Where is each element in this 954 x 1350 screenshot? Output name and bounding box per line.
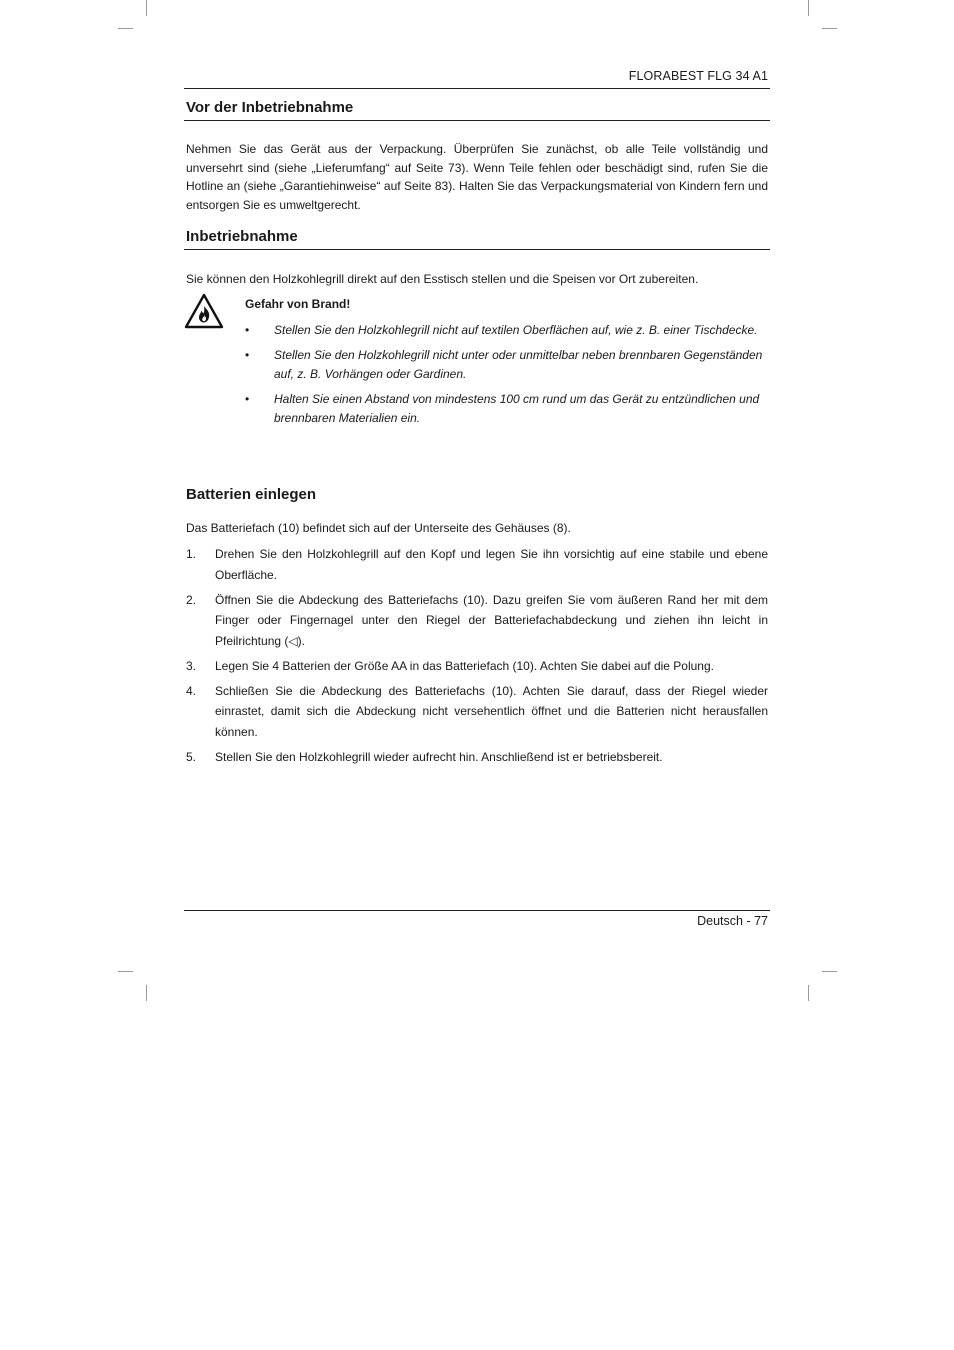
section-intro-batterien: Das Batteriefach (10) befindet sich auf der Unterseite des Gehäuses (8). bbox=[186, 521, 571, 535]
step-item bbox=[186, 681, 768, 743]
warning-item bbox=[245, 321, 765, 341]
section-rule bbox=[184, 120, 770, 121]
section-rule bbox=[184, 249, 770, 250]
warning-title: Gefahr von Brand! bbox=[245, 297, 351, 311]
crop-mark bbox=[808, 0, 809, 16]
crop-mark bbox=[822, 971, 837, 972]
warning-item-text: Stellen Sie den Holzkohlegrill nicht unter oder unmittelbar neben brennbaren Gegenständen auf, z. B. Vorhängen oder Gardinen. bbox=[274, 347, 763, 381]
crop-mark bbox=[118, 28, 133, 29]
step-item bbox=[186, 747, 768, 768]
step-number: 4. bbox=[186, 683, 197, 698]
step-text: Drehen Sie den Holzkohlegrill auf den Kopf und legen Sie ihn vorsichtig auf eine stabile und ebene Oberfläche. bbox=[215, 547, 768, 582]
warning-item-text: Halten Sie einen Abstand von mindestens 100 cm rund um das Gerät zu entzündlichen und brennbaren Materialien ein. bbox=[274, 391, 760, 425]
crop-mark bbox=[118, 971, 133, 972]
section-title-batterien-einlegen: Batterien einlegen bbox=[186, 486, 317, 503]
header-rule bbox=[184, 88, 770, 89]
fire-warning-icon bbox=[184, 293, 224, 329]
step-number: 1. bbox=[186, 547, 197, 561]
warning-item-text: Stellen Sie den Holzkohlegrill nicht auf textilen Oberflächen auf, wie z. B. einer Tischdecke. bbox=[274, 323, 758, 337]
step-item bbox=[186, 656, 768, 677]
crop-mark bbox=[822, 28, 837, 29]
crop-mark bbox=[146, 0, 147, 16]
warning-item bbox=[245, 346, 765, 385]
battery-steps-list bbox=[186, 544, 768, 772]
step-number: 3. bbox=[186, 658, 197, 673]
step-item bbox=[186, 544, 768, 585]
step-text: Legen Sie 4 Batterien der Größe AA in das Batteriefach (10). Achten Sie dabei auf die Polung. bbox=[215, 658, 714, 673]
header-product-name: FLORABEST FLG 34 A1 bbox=[628, 69, 768, 83]
section-title-inbetriebnahme: Inbetriebnahme bbox=[186, 228, 298, 245]
warning-list bbox=[245, 321, 765, 434]
step-text: Schließen Sie die Abdeckung des Batteriefachs (10). Achten Sie darauf, dass der Riegel wieder einrastet, damit sich die Abdeckung nicht versehentlich öffnet und die Batterien nicht herausfallen können. bbox=[215, 683, 768, 739]
step-text: Öffnen Sie die Abdeckung des Batteriefachs (10). Dazu greifen Sie vom äußeren Rand her mit dem Finger oder Fingernagel unter den Riegel der Batteriefachabdeckung und ziehen ihn leicht in Pfeilrichtung (◁). bbox=[215, 592, 768, 648]
bullet: • bbox=[245, 391, 250, 406]
crop-mark bbox=[808, 985, 809, 1001]
page-number: Deutsch - 77 bbox=[697, 914, 768, 928]
crop-mark bbox=[146, 985, 147, 1001]
section-text-vor-der-inbetriebnahme: Nehmen Sie das Gerät aus der Verpackung. Überprüfen Sie zunächst, ob alle Teile vollständig und unversehrt sind (siehe „Lieferumfang“ auf Seite 73). Wenn Teile fehlen oder beschädigt sind, rufen Sie die Hotline an (siehe „Garantiehinweise“ auf Seite 83). Halten Sie das Verpackungsmaterial von Kindern fern und entsorgen Sie es umweltgerecht. bbox=[186, 142, 768, 212]
warning-item bbox=[245, 390, 765, 429]
footer-rule bbox=[184, 910, 770, 911]
bullet: • bbox=[245, 323, 250, 337]
step-text: Stellen Sie den Holzkohlegrill wieder aufrecht hin. Anschließend ist er betriebsbereit. bbox=[215, 749, 663, 764]
section-title-vor-der-inbetriebnahme: Vor der Inbetriebnahme bbox=[186, 99, 354, 116]
step-number: 5. bbox=[186, 749, 197, 764]
section-text-inbetriebnahme: Sie können den Holzkohlegrill direkt auf den Esstisch stellen und die Speisen vor Ort zubereiten. bbox=[186, 272, 699, 286]
step-number: 2. bbox=[186, 592, 197, 607]
bullet: • bbox=[245, 347, 250, 362]
step-item bbox=[186, 590, 768, 652]
